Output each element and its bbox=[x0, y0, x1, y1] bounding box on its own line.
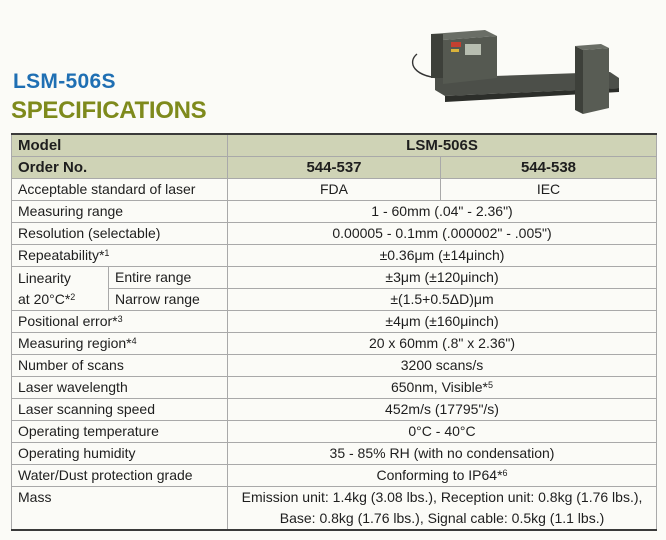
linearity-entire-label: Entire range bbox=[109, 267, 228, 289]
scans-label: Number of scans bbox=[12, 355, 228, 377]
scan-speed-label: Laser scanning speed bbox=[12, 399, 228, 421]
table-row-laser-scanning-speed bbox=[12, 399, 657, 421]
resolution-label: Resolution (selectable) bbox=[12, 223, 228, 245]
linearity-narrow-label: Narrow range bbox=[109, 289, 228, 311]
op-temp-label: Operating temperature bbox=[12, 421, 228, 443]
table-row-mass bbox=[12, 487, 657, 531]
laser-standard-label: Acceptable standard of laser bbox=[12, 179, 228, 201]
linearity-entire-value: ±3μm (±120μinch) bbox=[228, 267, 657, 289]
laser-scan-micrometer-illustration bbox=[405, 12, 630, 124]
laser-standard-value-1: FDA bbox=[228, 179, 441, 201]
repeatability-label bbox=[12, 245, 228, 267]
repeatability-value: ±0.36μm (±14μinch) bbox=[228, 245, 657, 267]
measuring-region-label-text: Measuring region* bbox=[18, 335, 132, 351]
wavelength-value-text: 650nm, Visible* bbox=[390, 379, 489, 395]
mass-value-line1: Emission unit: 1.4kg (3.08 lbs.), Reception unit: 0.8kg (1.76 lbs.), bbox=[241, 489, 643, 505]
measuring-range-label: Measuring range bbox=[12, 201, 228, 223]
laser-standard-value-2: IEC bbox=[441, 179, 657, 201]
table-row-measuring-region bbox=[12, 333, 657, 355]
measuring-range-value: 1 - 60mm (.04" - 2.36") bbox=[228, 201, 657, 223]
table-row-operating-temperature bbox=[12, 421, 657, 443]
linearity-label-line2: at 20°C* bbox=[18, 290, 71, 307]
positional-error-label bbox=[12, 311, 228, 333]
table-row-linearity-entire bbox=[12, 267, 657, 289]
op-humidity-label: Operating humidity bbox=[12, 443, 228, 465]
linearity-footnote: 2 bbox=[70, 291, 76, 302]
linearity-narrow-value: ±(1.5+0.5ΔD)μm bbox=[228, 289, 657, 311]
table-row-order-no bbox=[12, 157, 657, 179]
repeatability-footnote: 1 bbox=[104, 248, 110, 258]
wavelength-value bbox=[228, 377, 657, 399]
model-title: LSM-506S bbox=[13, 70, 116, 93]
scans-value: 3200 scans/s bbox=[228, 355, 657, 377]
table-row-number-of-scans bbox=[12, 355, 657, 377]
table-row-protection-grade bbox=[12, 465, 657, 487]
specifications-heading: SPECIFICATIONS bbox=[11, 97, 207, 124]
positional-error-label-text: Positional error* bbox=[18, 313, 118, 329]
table-row-operating-humidity bbox=[12, 443, 657, 465]
linearity-label bbox=[12, 267, 109, 311]
table-row-linearity-narrow bbox=[12, 289, 657, 311]
protection-value-text: Conforming to IP64* bbox=[376, 467, 503, 483]
resolution-value: 0.00005 - 0.1mm (.000002" - .005") bbox=[228, 223, 657, 245]
order-no-label: Order No. bbox=[12, 157, 228, 179]
positional-error-footnote: 3 bbox=[117, 314, 123, 324]
repeatability-label-text: Repeatability* bbox=[18, 247, 105, 263]
protection-value bbox=[228, 465, 657, 487]
mass-value bbox=[228, 487, 657, 531]
table-row-laser-wavelength bbox=[12, 377, 657, 399]
table-row-repeatability bbox=[12, 245, 657, 267]
protection-label: Water/Dust protection grade bbox=[12, 465, 228, 487]
measuring-region-value: 20 x 60mm (.8" x 2.36") bbox=[228, 333, 657, 355]
mass-label: Mass bbox=[12, 487, 228, 531]
specifications-table bbox=[11, 133, 657, 531]
measuring-region-footnote: 4 bbox=[131, 336, 137, 346]
linearity-label-line1: Linearity bbox=[18, 269, 71, 286]
model-label: Model bbox=[12, 134, 228, 157]
table-row-positional-error bbox=[12, 311, 657, 333]
order-no-value-2: 544-538 bbox=[441, 157, 657, 179]
op-temp-value: 0°C - 40°C bbox=[228, 421, 657, 443]
wavelength-footnote: 5 bbox=[488, 380, 494, 390]
op-humidity-value: 35 - 85% RH (with no condensation) bbox=[228, 443, 657, 465]
mass-value-line2: Base: 0.8kg (1.76 lbs.), Signal cable: 0.5kg (1.1 lbs.) bbox=[279, 510, 605, 526]
table-row-laser-standard bbox=[12, 179, 657, 201]
wavelength-label: Laser wavelength bbox=[12, 377, 228, 399]
protection-footnote: 6 bbox=[502, 468, 508, 478]
model-value: LSM-506S bbox=[228, 134, 657, 157]
positional-error-value: ±4μm (±160μinch) bbox=[228, 311, 657, 333]
order-no-value-1: 544-537 bbox=[228, 157, 441, 179]
table-row-resolution bbox=[12, 223, 657, 245]
table-row-model bbox=[12, 134, 657, 157]
table-row-measuring-range bbox=[12, 201, 657, 223]
scan-speed-value: 452m/s (17795"/s) bbox=[228, 399, 657, 421]
measuring-region-label bbox=[12, 333, 228, 355]
